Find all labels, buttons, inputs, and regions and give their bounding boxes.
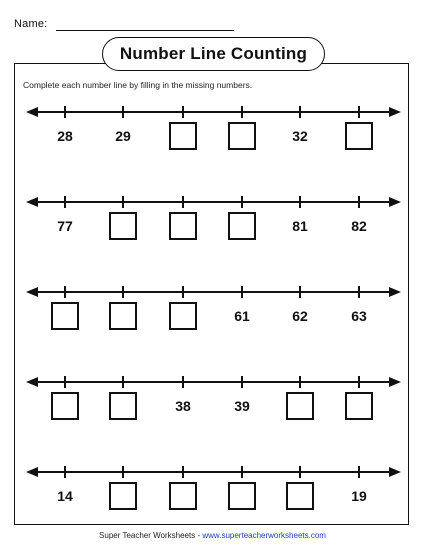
answer-box[interactable] — [169, 302, 197, 330]
number-label: 38 — [175, 398, 191, 414]
number-line-row — [0, 288, 425, 348]
right-arrow-icon — [389, 287, 401, 297]
answer-box[interactable] — [169, 482, 197, 510]
left-arrow-icon — [26, 467, 38, 477]
answer-box[interactable] — [286, 392, 314, 420]
number-label: 77 — [57, 218, 73, 234]
answer-box[interactable] — [169, 122, 197, 150]
answer-box[interactable] — [109, 482, 137, 510]
answer-box[interactable] — [109, 392, 137, 420]
number-label: 39 — [234, 398, 250, 414]
number-label: 81 — [292, 218, 308, 234]
number-label: 32 — [292, 128, 308, 144]
number-label: 82 — [351, 218, 367, 234]
left-arrow-icon — [26, 197, 38, 207]
instructions: Complete each number line by filling in the missing numbers. — [23, 80, 253, 90]
number-label: 61 — [234, 308, 250, 324]
answer-box[interactable] — [228, 122, 256, 150]
left-arrow-icon — [26, 377, 38, 387]
name-label: Name: — [14, 18, 48, 30]
answer-box[interactable] — [51, 302, 79, 330]
worksheet-title: Number Line Counting — [102, 37, 325, 71]
right-arrow-icon — [389, 197, 401, 207]
number-line-row — [0, 198, 425, 258]
answer-box[interactable] — [109, 302, 137, 330]
footer-brand: Super Teacher Worksheets - — [99, 531, 203, 540]
left-arrow-icon — [26, 107, 38, 117]
number-label: 62 — [292, 308, 308, 324]
answer-box[interactable] — [345, 122, 373, 150]
number-line-row — [0, 468, 425, 528]
left-arrow-icon — [26, 287, 38, 297]
number-label: 29 — [115, 128, 131, 144]
number-label: 19 — [351, 488, 367, 504]
number-label: 28 — [57, 128, 73, 144]
number-label: 63 — [351, 308, 367, 324]
right-arrow-icon — [389, 107, 401, 117]
answer-box[interactable] — [228, 212, 256, 240]
footer — [0, 531, 425, 540]
answer-box[interactable] — [228, 482, 256, 510]
name-field[interactable] — [56, 30, 234, 31]
number-line-row — [0, 108, 425, 168]
number-label: 14 — [57, 488, 73, 504]
right-arrow-icon — [389, 467, 401, 477]
answer-box[interactable] — [286, 482, 314, 510]
answer-box[interactable] — [169, 212, 197, 240]
answer-box[interactable] — [345, 392, 373, 420]
number-line-row — [0, 378, 425, 438]
footer-link[interactable]: www.superteacherworksheets.com — [202, 531, 326, 540]
right-arrow-icon — [389, 377, 401, 387]
answer-box[interactable] — [109, 212, 137, 240]
answer-box[interactable] — [51, 392, 79, 420]
